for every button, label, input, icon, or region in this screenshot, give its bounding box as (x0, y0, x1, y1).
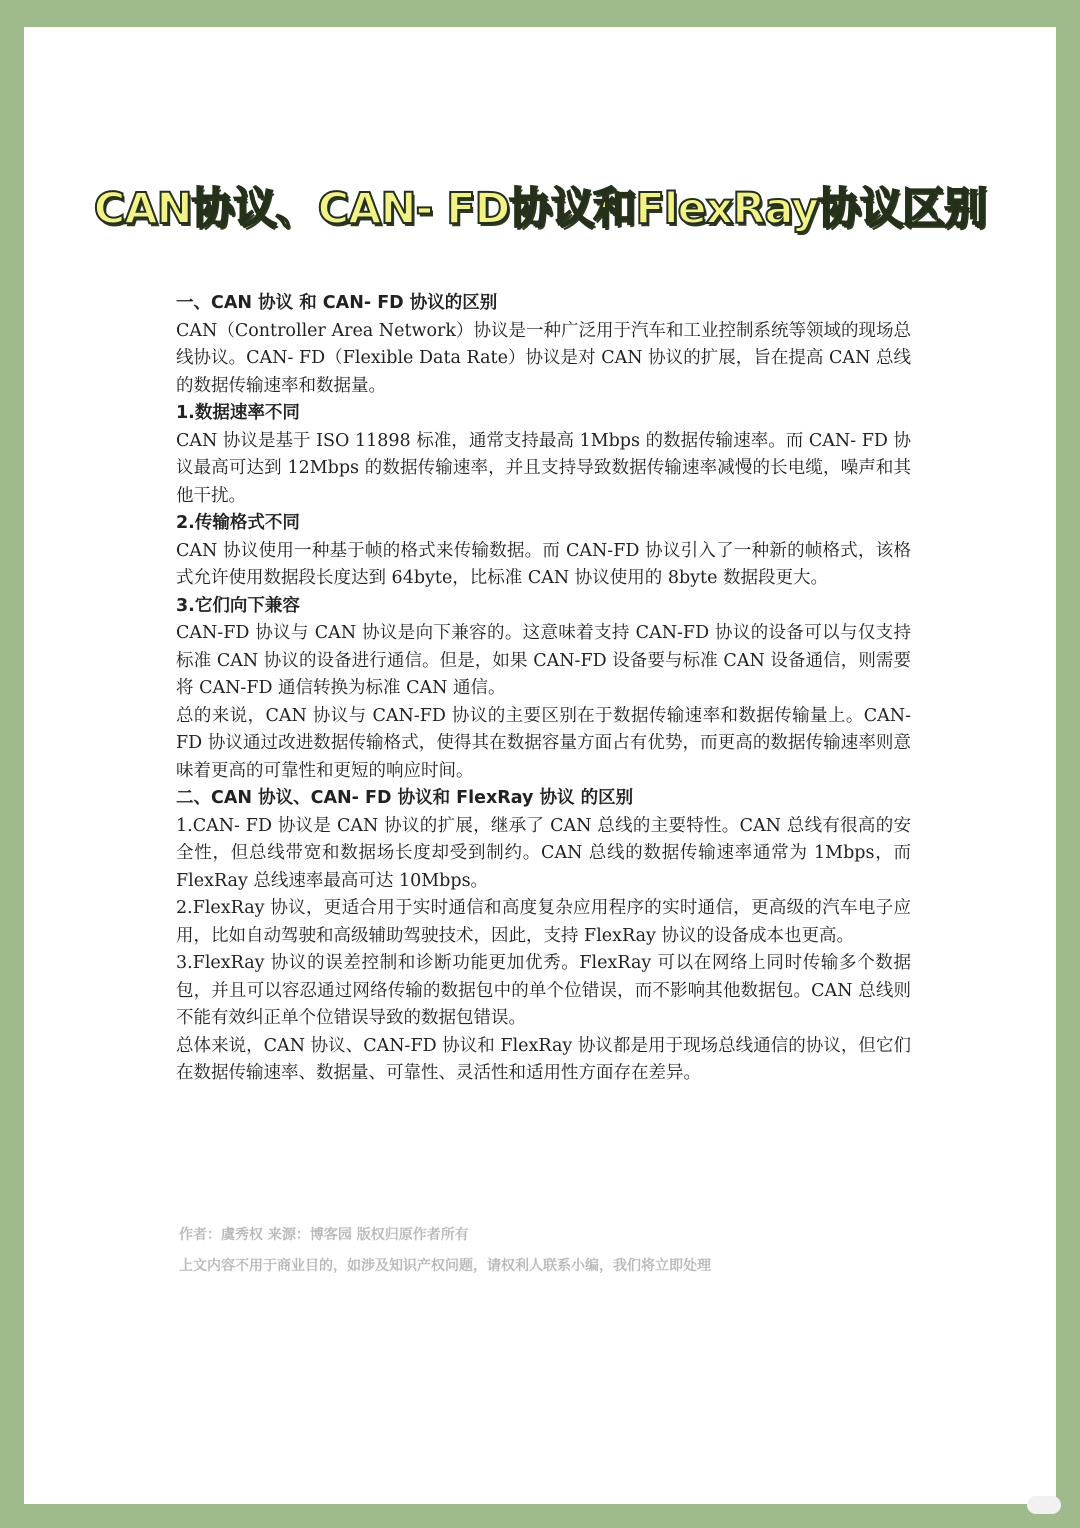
paragraph: CAN-FD 协议与 CAN 协议是向下兼容的。这意味着支持 CAN-FD 协议的设备可以与仅支持标准 CAN 协议的设备进行通信。但是，如果 CAN-FD 设备要与标准 CAN 设备通信，则需要将 CAN-FD 通信转换为标准 CAN 通信。 (176, 623, 911, 698)
section-heading: 二、CAN 协议、CAN- FD 协议和 FlexRay 协议 的区别 (176, 788, 634, 808)
paragraph: CAN 协议使用一种基于帧的格式来传输数据。而 CAN-FD 协议引入了一种新的帧格式，该格式允许使用数据段长度达到 64byte，比标准 CAN 协议使用的 8byte 数据段更大。 (176, 540, 911, 588)
paragraph: 2.FlexRay 协议，更适合用于实时通信和高度复杂应用程序的实时通信，更高级的汽车电子应用，比如自动驾驶和高级辅助驾驶技术，因此，支持 FlexRay 协议的设备成本也更高。 (176, 898, 911, 946)
subsection-heading: 1.数据速率不同 (176, 403, 300, 423)
paragraph: 总的来说，CAN 协议与 CAN-FD 协议的主要区别在于数据传输速率和数据传输量上。CAN-FD 协议通过改进数据传输格式，使得其在数据容量方面占有优势，而更高的数据传输速率则意味着更高的可靠性和更短的响应时间。 (176, 705, 911, 781)
watermark-badge (1027, 1496, 1061, 1514)
page-title: CAN协议、CAN- FD协议和FlexRay协议区别 (93, 184, 987, 234)
document-page (24, 27, 1056, 1504)
subsection-heading: 3.它们向下兼容 (176, 595, 300, 616)
paragraph: CAN（Controller Area Network）协议是一种广泛用于汽车和工业控制系统等领域的现场总线协议。CAN- FD（Flexible Data Rate）协议是对 CAN 协议的扩展，旨在提高 CAN 总线的数据传输速率和数据量。 (176, 320, 911, 396)
article-body (176, 290, 911, 1088)
footer-notes (179, 1220, 939, 1282)
footer-credit: 作者：虞秀权 来源：博客园 版权归原作者所有 (179, 1227, 469, 1243)
footer-disclaimer: 上文内容不用于商业目的，如涉及知识产权问题，请权利人联系小编，我们将立即处理 (179, 1258, 711, 1274)
paragraph: CAN 协议是基于 ISO 11898 标准，通常支持最高 1Mbps 的数据传输速率。而 CAN- FD 协议最高可达到 12Mbps 的数据传输速率，并且支持导致数据传输速率减慢的长电缆，噪声和其他干扰。 (176, 430, 911, 506)
subsection-heading: 2.传输格式不同 (176, 513, 300, 533)
paragraph: 3.FlexRay 协议的误差控制和诊断功能更加优秀。FlexRay 可以在网络上同时传输多个数据包，并且可以容忍通过网络传输的数据包中的单个位错误，而不影响其他数据包。CAN 总线则不能有效纠正单个位错误导致的数据包错误。 (176, 953, 911, 1028)
paragraph: 1.CAN- FD 协议是 CAN 协议的扩展，继承了 CAN 总线的主要特性。CAN 总线有很高的安全性，但总线带宽和数据场长度却受到制约。CAN 总线的数据传输速率通常为 1Mbps，而 FlexRay 总线速率最高可达 10Mbps。 (176, 815, 911, 891)
section-heading: 一、CAN 协议 和 CAN- FD 协议的区别 (176, 293, 498, 313)
paragraph: 总体来说，CAN 协议、CAN-FD 协议和 FlexRay 协议都是用于现场总线通信的协议，但它们在数据传输速率、数据量、可靠性、灵活性和适用性方面存在差异。 (176, 1035, 911, 1083)
